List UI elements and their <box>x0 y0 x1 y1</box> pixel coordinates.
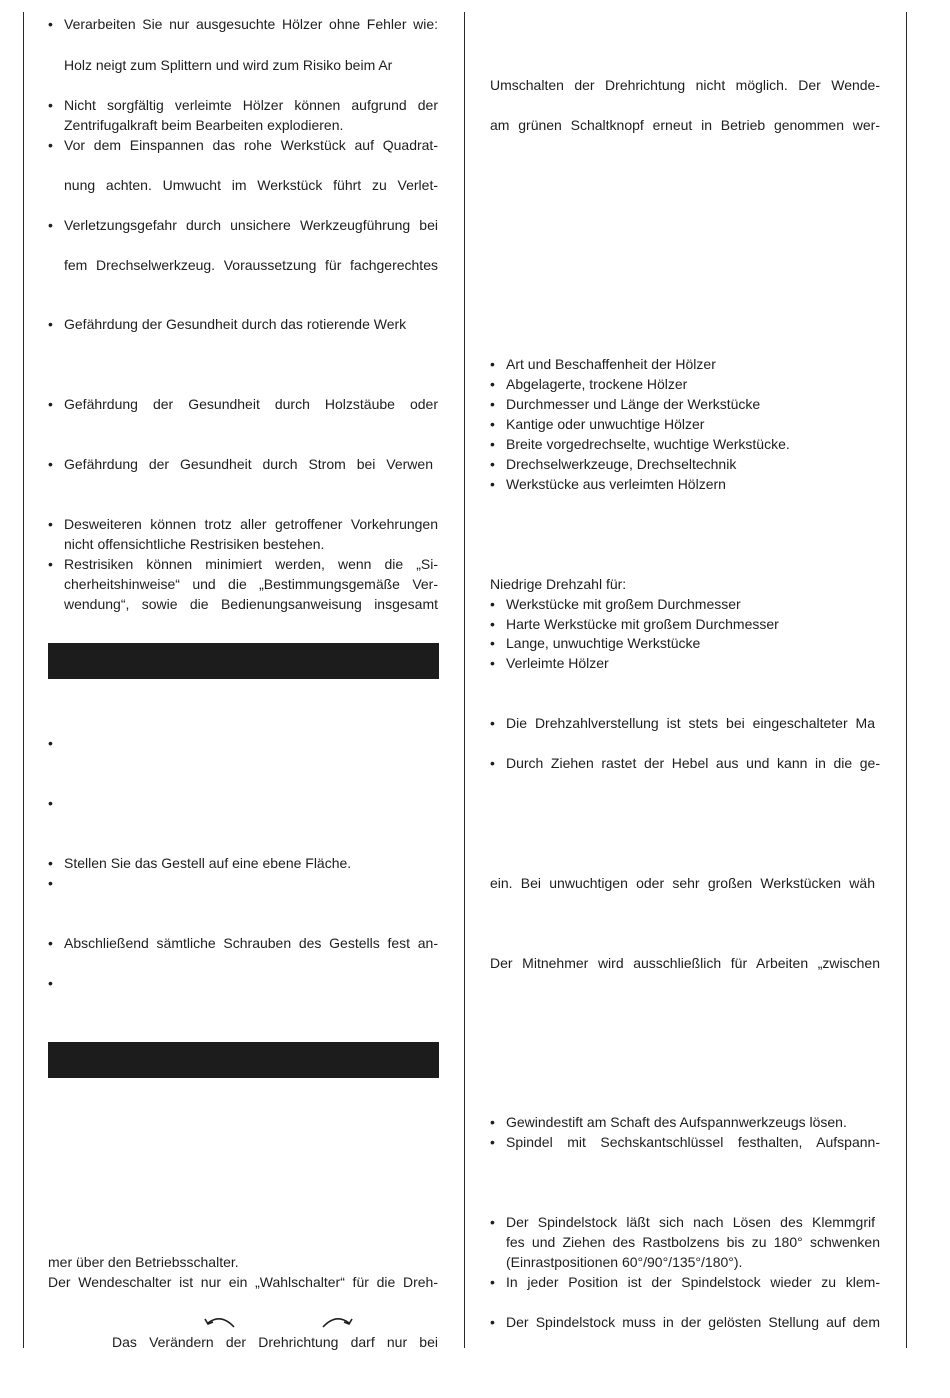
bullet: • <box>490 655 495 671</box>
text-line: Gefährdung der Gesundheit durch Strom bei Verwen <box>64 456 433 472</box>
text-line: fem Drechselwerkzeug. Voraussetzung für fachgerechtes <box>64 257 438 273</box>
text-line: Stellen Sie das Gestell auf eine ebene Fläche. <box>64 855 352 871</box>
bullet: • <box>490 596 495 612</box>
text-line: Holz neigt zum Splittern und wird zum Risiko beim Ar <box>64 57 393 73</box>
bullet: • <box>48 217 53 233</box>
bullet: • <box>490 755 495 771</box>
text-line: Verarbeiten Sie nur ausgesuchte Hölzer ohne Fehler wie: <box>64 16 438 32</box>
text-line: nicht offensichtliche Restrisiken bestehen. <box>64 536 325 552</box>
bullet: • <box>48 556 53 572</box>
text-line: Zentrifugalkraft beim Bearbeiten explodieren. <box>64 117 344 133</box>
text-line: Gefährdung der Gesundheit durch Holzstäube oder <box>64 396 438 412</box>
text-line: wendung“, sowie die Bedienungsanweisung insgesamt <box>64 596 438 612</box>
text-line: Werkstücke mit großem Durchmesser <box>506 596 741 612</box>
text-line: Durchmesser und Länge der Werkstücke <box>506 396 761 412</box>
bullet: • <box>48 735 53 751</box>
bullet: • <box>490 376 495 392</box>
text-line: Spindel mit Sechskantschlüssel festhalten, Aufspann- <box>506 1134 880 1150</box>
text-line: Umschalten der Drehrichtung nicht möglich. Der Wende- <box>490 77 880 93</box>
column-divider-rule <box>464 12 465 1348</box>
text-line: Drechselwerkzeuge, Drechseltechnik <box>506 456 737 472</box>
text-line: Verleimte Hölzer <box>506 655 609 671</box>
text-line: am grünen Schaltknopf erneut in Betrieb genommen wer- <box>490 117 880 133</box>
counterclockwise-arrow-icon <box>203 1313 237 1329</box>
bullet: • <box>48 935 53 951</box>
text-line: mer über den Betriebsschalter. <box>48 1254 239 1270</box>
bullet: • <box>490 1114 495 1130</box>
text-line: Werkstücke aus verleimten Hölzern <box>506 476 726 492</box>
text-line: Niedrige Drehzahl für: <box>490 576 627 592</box>
bullet: • <box>490 436 495 452</box>
text-line: Die Drehzahlverstellung ist stets bei eingeschalteter Ma <box>506 715 875 731</box>
bullet: • <box>48 875 53 891</box>
text-line: cherheitshinweise“ und die „Bestimmungsgemäße Ver- <box>64 576 438 592</box>
text-line: Der Spindelstock muss in der gelösten Stellung auf dem <box>506 1314 880 1330</box>
text-line: Gefährdung der Gesundheit durch das rotierende Werk <box>64 316 407 332</box>
bullet: • <box>490 616 495 632</box>
bullet: • <box>48 795 53 811</box>
bullet: • <box>48 316 53 332</box>
bullet: • <box>490 1214 495 1230</box>
section-heading-bar <box>48 1042 439 1078</box>
left-margin-rule <box>23 12 24 1348</box>
bullet: • <box>490 635 495 651</box>
text-line: Nicht sorgfältig verleimte Hölzer können aufgrund der <box>64 97 438 113</box>
bullet: • <box>48 855 53 871</box>
bullet: • <box>490 396 495 412</box>
bullet: • <box>48 97 53 113</box>
bullet: • <box>490 1134 495 1150</box>
bullet: • <box>490 715 495 731</box>
section-heading-bar <box>48 643 439 679</box>
text-line: Desweiteren können trotz aller getroffener Vorkehrungen <box>64 516 438 532</box>
bullet: • <box>48 975 53 991</box>
bullet: • <box>48 16 53 32</box>
text-line: Der Mitnehmer wird ausschließlich für Arbeiten „zwischen <box>490 955 880 971</box>
text-line: (Einrastpositionen 60°/90°/135°/180°). <box>506 1254 743 1270</box>
text-line: Art und Beschaffenheit der Hölzer <box>506 356 716 372</box>
text-line: Durch Ziehen rastet der Hebel aus und kann in die ge- <box>506 755 880 771</box>
bullet: • <box>490 416 495 432</box>
text-line: Abschließend sämtliche Schrauben des Gestells fest an- <box>64 935 438 951</box>
text-line: Der Wendeschalter ist nur ein „Wahlschalter“ für die Dreh- <box>48 1274 438 1290</box>
bullet: • <box>48 396 53 412</box>
text-line: nung achten. Umwucht im Werkstück führt zu Verlet- <box>64 177 438 193</box>
bullet: • <box>490 456 495 472</box>
bullet: • <box>490 356 495 372</box>
bullet: • <box>48 456 53 472</box>
text-line: ein. Bei unwuchtigen oder sehr großen Werkstücken wäh <box>490 875 875 891</box>
text-line: Verletzungsgefahr durch unsichere Werkzeugführung bei <box>64 217 438 233</box>
bullet: • <box>48 516 53 532</box>
text-line: Abgelagerte, trockene Hölzer <box>506 376 688 392</box>
text-line: Der Spindelstock läßt sich nach Lösen des Klemmgrif <box>506 1214 875 1230</box>
bullet: • <box>490 1274 495 1290</box>
text-line: Das Verändern der Drehrichtung darf nur bei <box>112 1334 438 1350</box>
text-line: Lange, unwuchtige Werkstücke <box>506 635 701 651</box>
text-line: In jeder Position ist der Spindelstock wieder zu klem- <box>506 1274 880 1290</box>
text-line: Gewindestift am Schaft des Aufspannwerkzeugs lösen. <box>506 1114 847 1130</box>
bullet: • <box>490 476 495 492</box>
text-line: Restrisiken können minimiert werden, wenn die „Si- <box>64 556 438 572</box>
bullet: • <box>48 137 53 153</box>
text-line: Harte Werkstücke mit großem Durchmesser <box>506 616 779 632</box>
right-margin-rule <box>906 12 907 1348</box>
text-line: fes und Ziehen des Rastbolzens bis zu 180° schwenken <box>506 1234 880 1250</box>
text-line: Vor dem Einspannen das rohe Werkstück auf Quadrat- <box>64 137 438 153</box>
text-line: Kantige oder unwuchtige Hölzer <box>506 416 705 432</box>
clockwise-arrow-icon <box>320 1313 354 1329</box>
bullet: • <box>490 1314 495 1330</box>
text-line: Breite vorgedrechselte, wuchtige Werkstücke. <box>506 436 790 452</box>
